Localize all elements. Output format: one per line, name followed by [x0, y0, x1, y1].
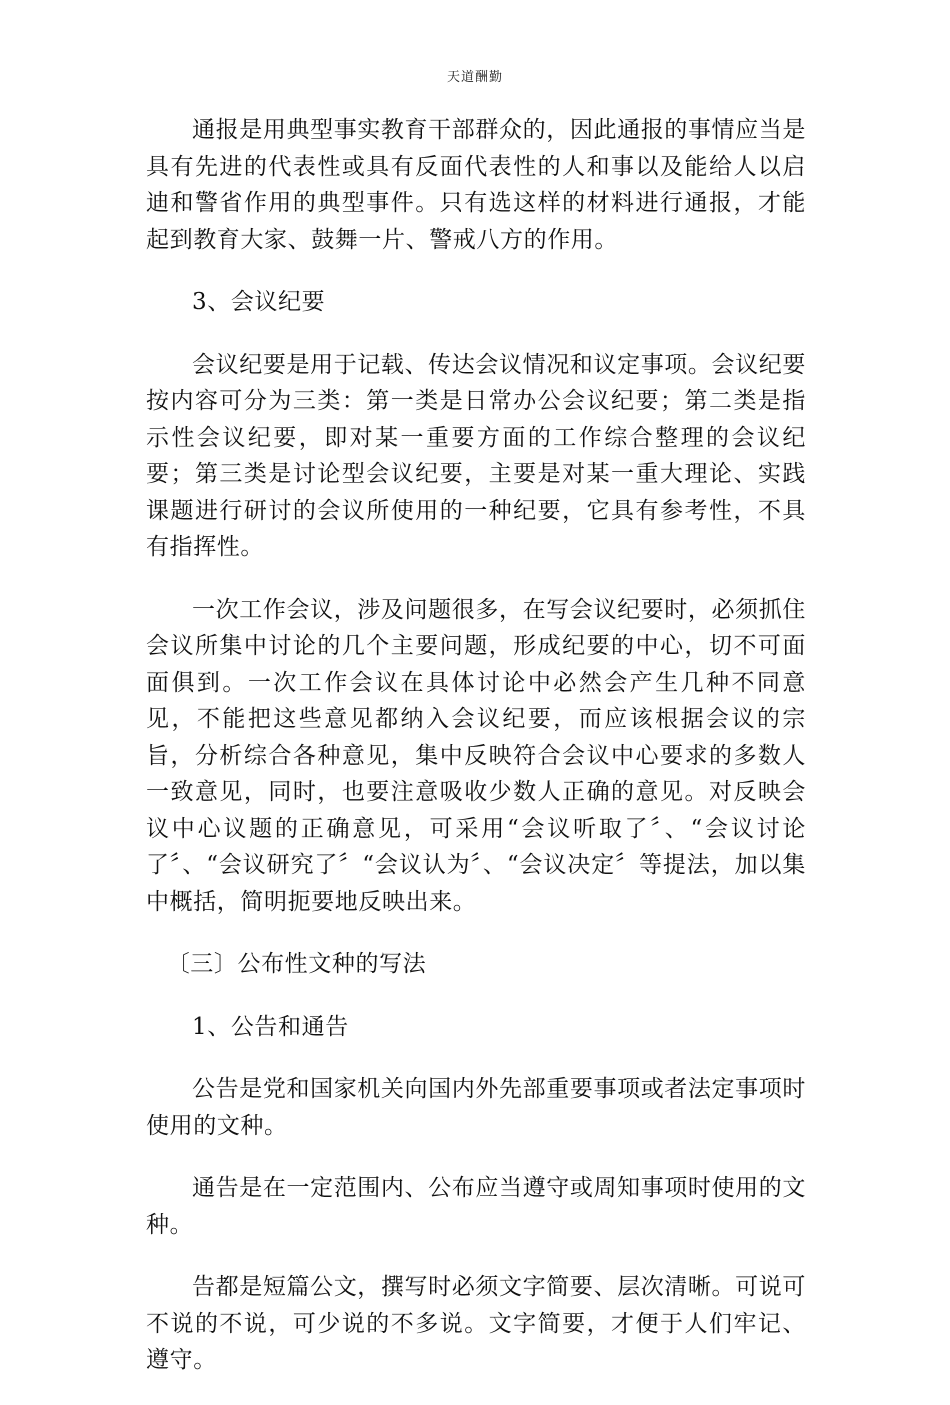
paragraph-meeting-minutes-types: 会议纪要是用于记载、传达会议情况和议定事项。会议纪要按内容可分为三类：第一类是日常办公会议纪要；第二类是指示性会议纪要，即对某一重要方面的工作综合整理的会议纪要；第三类是讨论型会议纪要，主要是对某一重大理论、实践课题进行研讨的会议所使用的一种纪要，它具有参考性，不具有指挥性。 [146, 351, 806, 560]
paragraph-meeting-minutes-writing: 一次工作会议，涉及问题很多，在写会议纪要时，必须抓住会议所集中讨论的几个主要问题，形成纪要的中心，切不可面面俱到。一次工作会议在具体讨论中必然会产生几种不同意见，不能把这些意见都纳入会议纪要，而应该根据会议的宗旨，分析综合各种意见，集中反映符合会议中心要求的多数人一致意见，同时，也要注意吸收少数人正确的意见。对反映会议中心议题的正确意见，可采用“会议听取了〞、“会议讨论了〞、“会议研究了〞“会议认为〞、“会议决定〞等提法，加以集中概括，简明扼要地反映出来。 [146, 596, 806, 915]
paragraph-tongbao: 通报是用典型事实教育干部群众的，因此通报的事情应当是具有先进的代表性或具有反面代表性的人和事以及能给人以启迪和警省作用的典型事件。只有选这样的材料进行通报，才能起到教育大家、鼓舞一片、警戒八方的作用。 [146, 117, 806, 253]
paragraph-tonggao: 通告是在一定范围内、公布应当遵守或周知事项时使用的文种。 [146, 1175, 806, 1238]
heading-announcement: 1、公告和通告 [192, 1013, 349, 1040]
heading-meeting-minutes: 3、会议纪要 [192, 289, 326, 315]
page-header: 天道酬勤 [446, 70, 503, 85]
paragraph-gonggao: 公告是党和国家机关向国内外先部重要事项或者法定事项时使用的文种。 [146, 1076, 806, 1139]
document-body [146, 112, 806, 1405]
heading-section-three: 〔三〕公布性文种的写法 [166, 951, 427, 977]
paragraph-brevity: 告都是短篇公文，撰写时必须文字简要、层次清晰。可说可不说的不说，可少说的不多说。文字简要，才便于人们牢记、遵守。 [146, 1274, 806, 1373]
